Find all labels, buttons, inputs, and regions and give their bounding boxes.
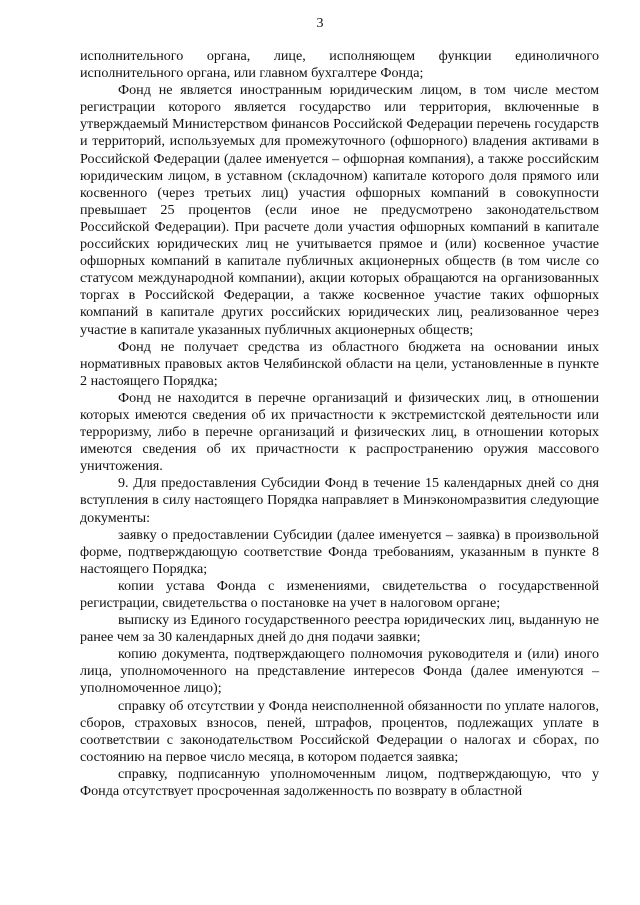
page-number: 3 (316, 16, 324, 31)
paragraph: Фонд не является иностранным юридическим лицом, в том числе местом регистрации которого является государство или территория, включенные в утверждаемый Министерством финансов Российской Федерации перечень государств и территорий, используемых для промежуточного (офшорного) владения активами в Российской Федерации (далее именуется – офшорная компания), а также российским юридическим лицом, в уставном (складочном) капитале которого доля прямого или косвенного (через третьих лиц) участия офшорных компаний в совокупности превышает 25 процентов (если иное не предусмотрено законодательством Российской Федерации). При расчете доли участия офшорных компаний в капитале российских юридических лиц не учитывается прямое и (или) косвенное участие офшорных компаний в капитале публичных акционерных обществ (в том числе со статусом международной компании), акции которых обращаются на организованных торгах в Российской Федерации, а также косвенное участие таких офшорных компаний в капитале других российских юридических лиц, реализованное через участие в капитале указанных публичных акционерных обществ; (80, 82, 599, 338)
paragraph: копию документа, подтверждающего полномочия руководителя и (или) иного лица, уполномоченного на представление интересов Фонда (далее именуются – уполномоченное лицо); (80, 646, 599, 697)
paragraph: справку об отсутствии у Фонда неисполненной обязанности по уплате налогов, сборов, страховых взносов, пеней, штрафов, процентов, подлежащих уплате в соответствии с законодательством Российской Федерации о налогах и сборах, по состоянию на первое число месяца, в котором подается заявка; (80, 697, 599, 765)
paragraph: Фонд не находится в перечне организаций и физических лиц, в отношении которых имеются сведения об их причастности к экстремистской деятельности или терроризму, либо в перечне организаций и физических лиц, в отношении которых имеются сведения об их причастности к распространению оружия массового уничтожения. (80, 389, 599, 475)
paragraph: копии устава Фонда с изменениями, свидетельства о государственной регистрации, свидетельства о постановке на учет в налоговом органе; (80, 577, 599, 611)
paragraph: заявку о предоставлении Субсидии (далее именуется – заявка) в произвольной форме, подтверждающую соответствие Фонда требованиям, указанным в пункте 8 настоящего Порядка; (80, 526, 599, 577)
paragraph: 9. Для предоставления Субсидии Фонд в течение 15 календарных дней со дня вступления в силу настоящего Порядка направляет в Минэкономразвития следующие документы: (80, 475, 599, 526)
document-body (80, 48, 599, 800)
paragraph: Фонд не получает средства из областного бюджета на основании иных нормативных правовых актов Челябинской области на цели, установленные в пункте 2 настоящего Порядка; (80, 338, 599, 389)
paragraph: выписку из Единого государственного реестра юридических лиц, выданную не ранее чем за 30 календарных дней до дня подачи заявки; (80, 612, 599, 646)
paragraph: справку, подписанную уполномоченным лицом, подтверждающую, что у Фонда отсутствует просроченная задолженность по возврату в областной (80, 765, 599, 800)
paragraph: исполнительного органа, лице, исполняющем функции единоличного исполнительного органа, или главном бухгалтере Фонда; (80, 48, 599, 82)
